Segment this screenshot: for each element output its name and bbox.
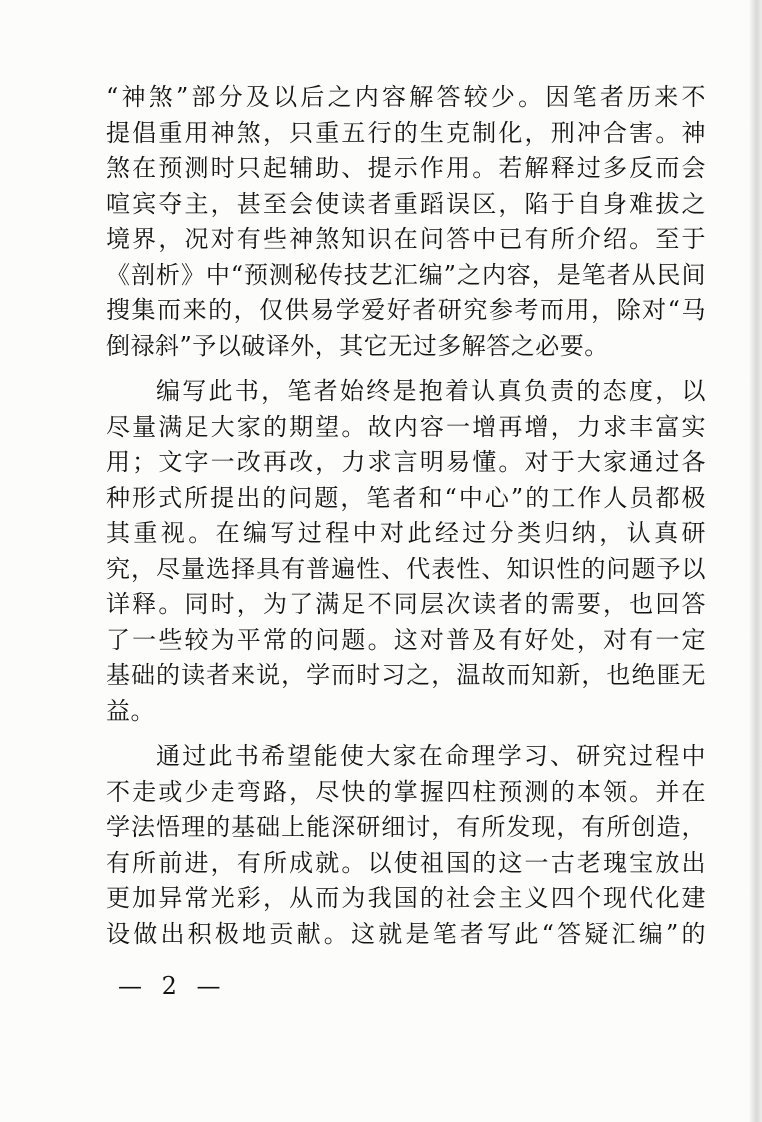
text-line: 喧宾夺主，甚至会使读者重蹈误区，陷于自身难拔之: [106, 189, 706, 218]
paragraph-gap: [106, 364, 706, 374]
text-line: 《剖析》中“预测秘传技艺汇编”之内容，是笔者从民间: [106, 260, 706, 289]
text-line: 煞在预测时只起辅助、提示作用。若解释过多反而会: [106, 154, 706, 182]
paragraph-gap: [106, 729, 706, 739]
scan-edge-shadow: [748, 0, 762, 1122]
text-line: 益。: [106, 696, 155, 725]
text-line: 种形式所提出的问题，笔者和“中心”的工作人员都极: [106, 483, 706, 512]
text-line: 有所前进，有所成就。以使祖国的这一古老瑰宝放出: [106, 848, 706, 877]
text-line: 尽量满足大家的期望。故内容一增再增，力求丰富实: [106, 412, 706, 441]
text-line: 学法悟理的基础上能深研细讨，有所发现，有所创造，: [106, 813, 706, 841]
text-line: 编写此书，笔者始终是抱着认真负责的态度，以: [156, 377, 706, 405]
text-line: 基础的读者来说，学而时习之，温故而知新，也绝匪无: [106, 661, 706, 689]
paragraph: [106, 374, 706, 729]
paragraph: [106, 80, 706, 364]
body-text: [106, 80, 706, 952]
text-line: 提倡重用神煞，只重五行的生克制化，刑冲合害。神: [106, 118, 706, 147]
text-line: “神煞”部分及以后之内容解答较少。因笔者历来不: [106, 83, 706, 111]
text-line: 究，尽量选择具有普遍性、代表性、知识性的问题予以: [106, 554, 706, 583]
text-line: 境界，况对有些神煞知识在问答中已有所介绍。至于: [106, 225, 706, 253]
text-line: 更加异常光彩，从而为我国的社会主义四个现代化建: [106, 884, 706, 912]
text-line: 了一些较为平常的问题。这对普及有好处，对有一定: [106, 625, 706, 654]
text-line: 设做出积极地贡献。这就是笔者写此“答疑汇编”的: [106, 919, 706, 948]
paragraph: [106, 739, 706, 952]
text-line: 通过此书希望能使大家在命理学习、研究过程中: [156, 742, 706, 770]
page-number: — 2 —: [118, 972, 227, 1000]
text-line: 用；文字一改再改，力求言明易懂。对于大家通过各: [106, 448, 706, 476]
text-line: 详释。同时，为了满足不同层次读者的需要，也回答: [106, 590, 706, 618]
text-line: 倒禄斜”予以破译外，其它无过多解答之必要。: [106, 331, 609, 360]
text-line: 搜集而来的，仅供易学爱好者研究参考而用，除对“马: [106, 296, 706, 324]
text-line: 其重视。在编写过程中对此经过分类归纳，认真研: [106, 519, 706, 547]
text-line: 不走或少走弯路，尽快的掌握四柱预测的本领。并在: [106, 777, 706, 806]
